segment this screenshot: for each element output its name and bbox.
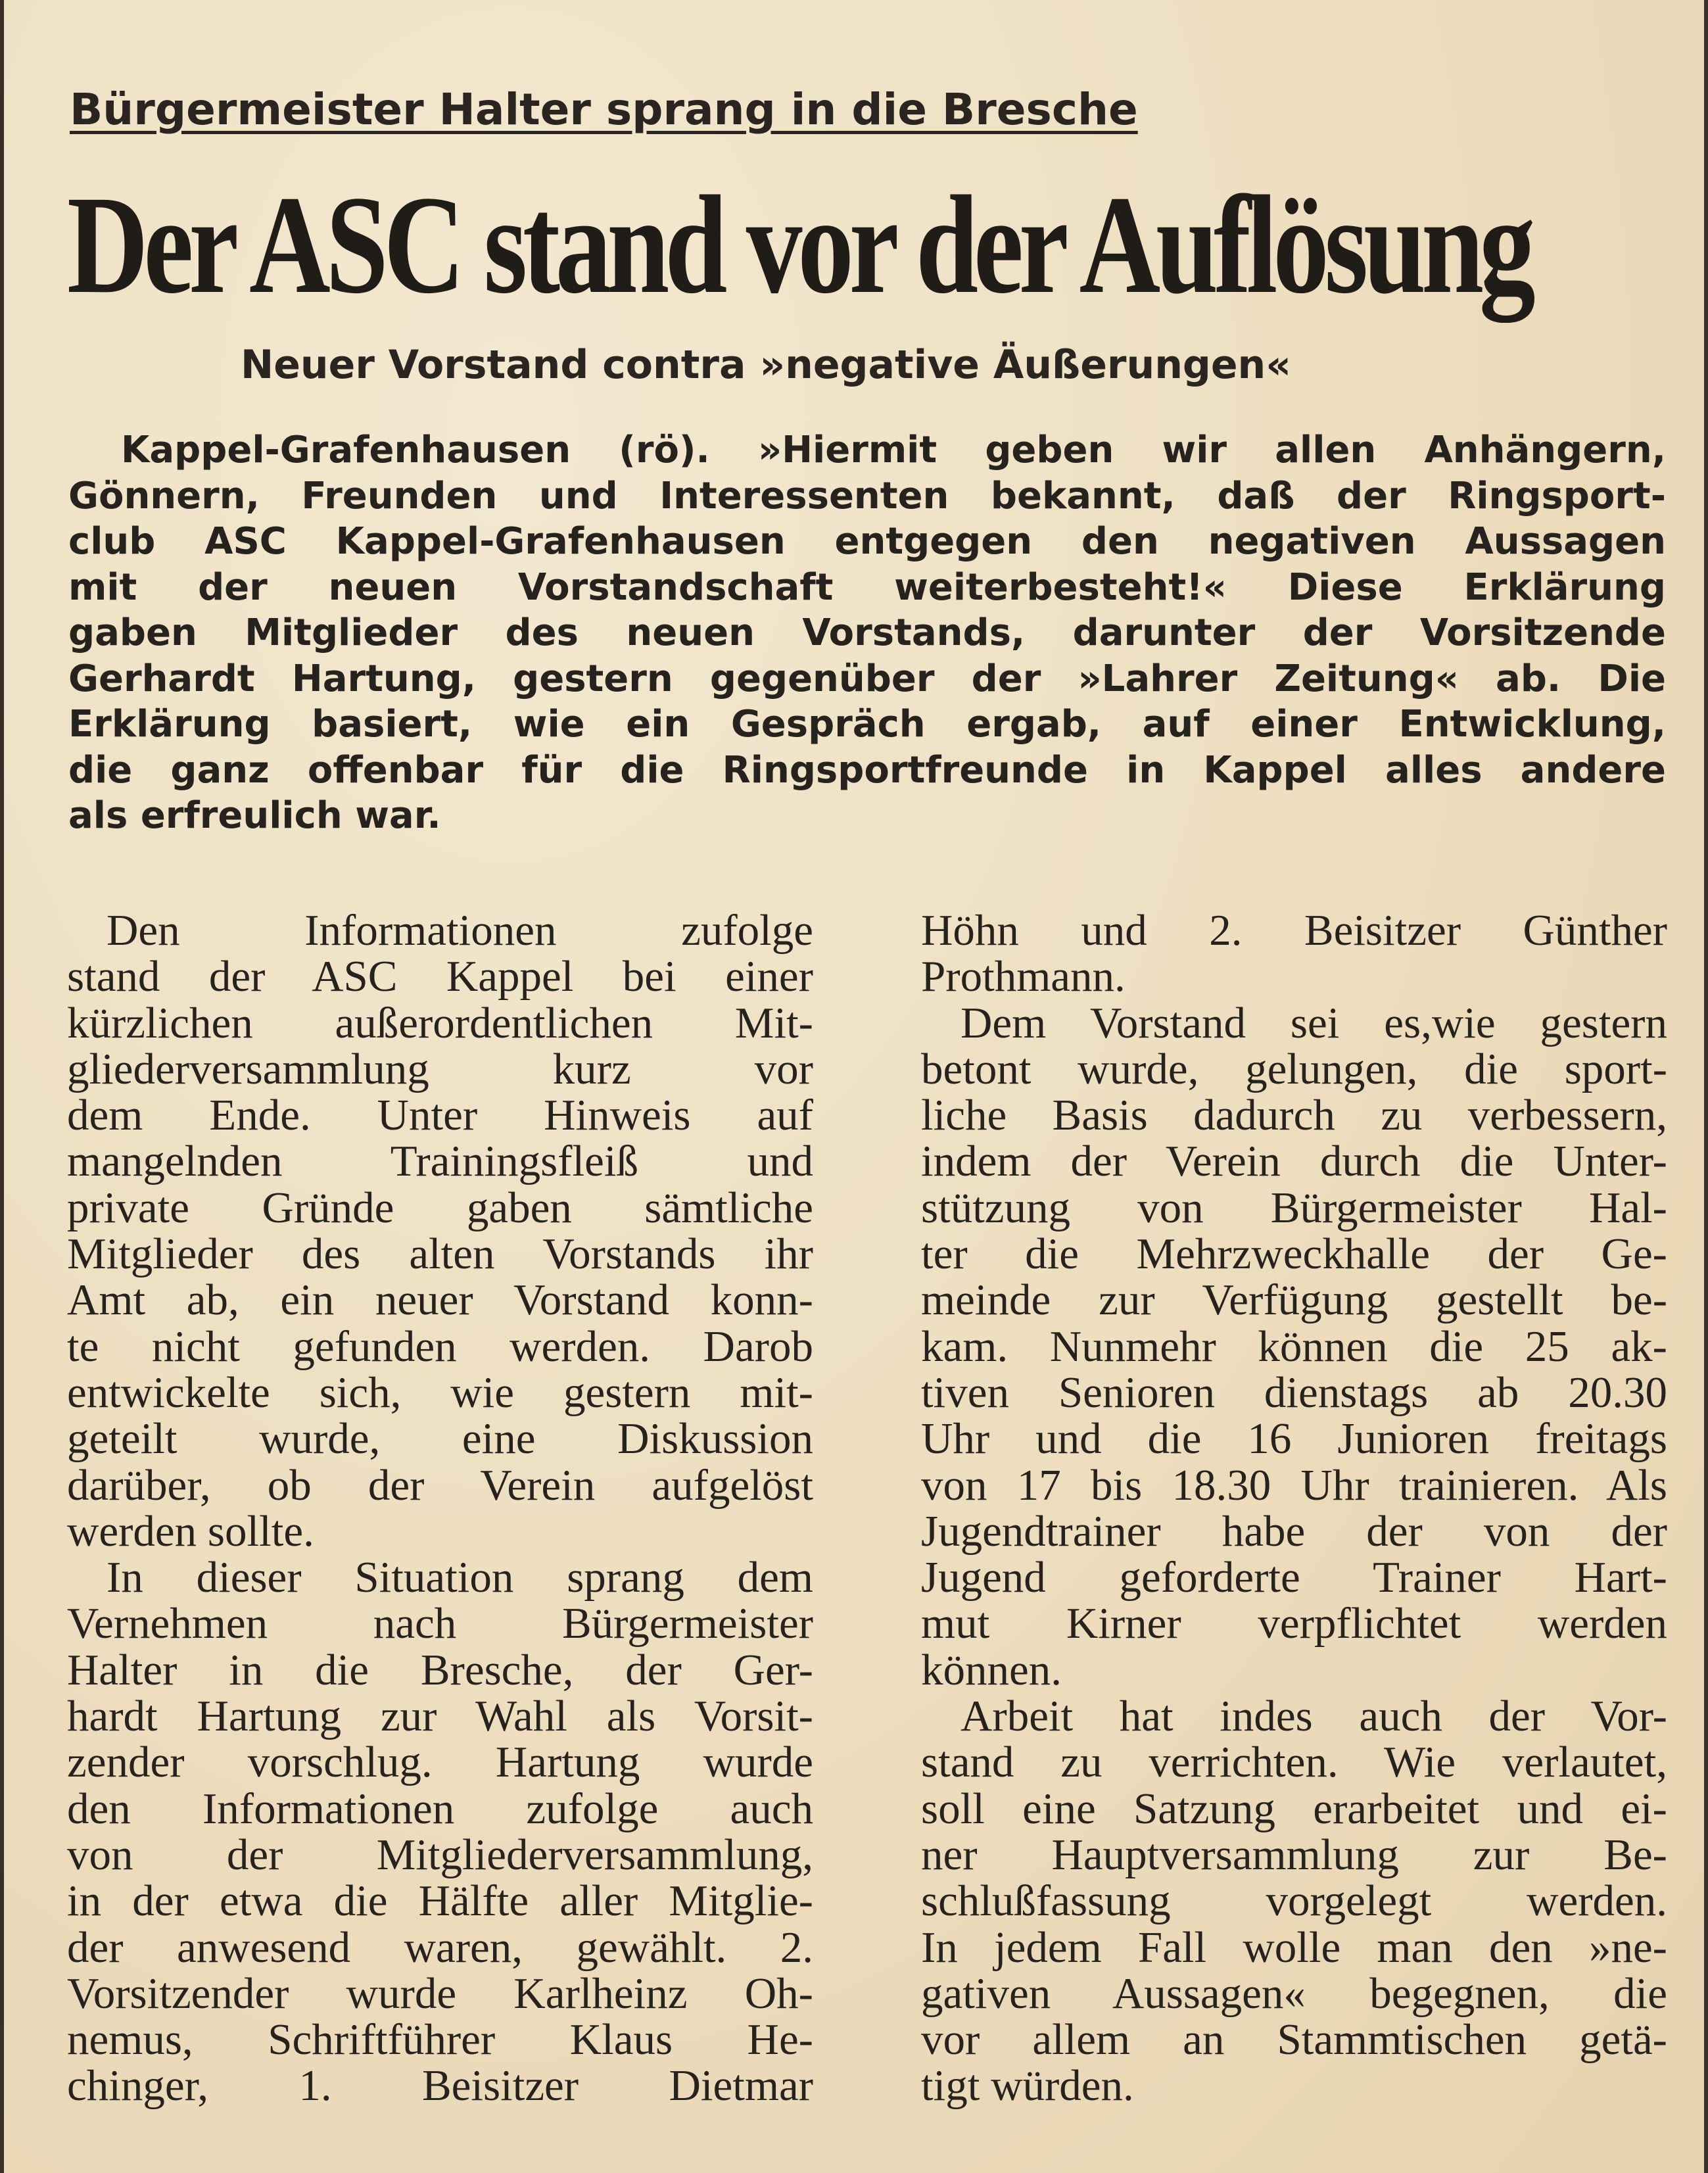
column-line: Mitglieder des alten Vorstands ihr — [67, 1230, 813, 1279]
column-line: tiven Senioren dienstags ab 20.30 — [921, 1368, 1667, 1417]
column-line: Prothmann. — [921, 952, 1126, 1001]
column-line: gliederversammlung kurz vor — [67, 1044, 813, 1093]
column-line: ter die Mehrzweckhalle der Ge- — [921, 1230, 1667, 1279]
article-column-right — [921, 907, 1667, 2109]
column-line: gativen Aussagen« begegnen, die — [921, 1969, 1667, 2018]
article-headline: Der ASC stand vor der Auflösung — [67, 167, 1531, 323]
article-subheadline: Neuer Vorstand contra »negative Äußerungen« — [241, 342, 1292, 388]
column-line: von der Mitgliederversammlung, — [67, 1830, 813, 1879]
column-line: in der etwa die Hälfte aller Mitglie- — [67, 1876, 813, 1926]
column-line: private Gründe gaben sämtliche — [67, 1183, 813, 1232]
column-line: In jedem Fall wolle man den »ne- — [921, 1922, 1667, 1972]
column-line: stand zu verrichten. Wie verlautet, — [921, 1738, 1667, 1787]
column-line: stützung von Bürgermeister Hal- — [921, 1183, 1667, 1232]
column-line: zender vorschlug. Hartung wurde — [67, 1738, 813, 1787]
article-column-left — [67, 907, 813, 2109]
column-line: meinde zur Verfügung gestellt be- — [921, 1276, 1667, 1325]
column-line: den Informationen zufolge auch — [67, 1784, 813, 1833]
column-line: nemus, Schriftführer Klaus He- — [67, 2015, 813, 2065]
column-line: Amt ab, ein neuer Vorstand konn- — [67, 1276, 813, 1325]
column-line: von 17 bis 18.30 Uhr trainieren. Als — [921, 1460, 1667, 1510]
column-line: indem der Verein durch die Unter- — [921, 1137, 1667, 1186]
column-line: der anwesend waren, gewählt. 2. — [67, 1922, 813, 1972]
column-line: mut Kirner verpflichtet werden — [921, 1599, 1667, 1648]
column-line: Vorsitzender wurde Karlheinz Oh- — [67, 1969, 813, 2018]
column-line: dem Ende. Unter Hinweis auf — [67, 1091, 813, 1140]
column-line: stand der ASC Kappel bei einer — [67, 952, 813, 1001]
column-line: Vernehmen nach Bürgermeister — [67, 1599, 813, 1648]
lead-line: Gönnern, Freunden und Interessenten bekannt, daß der Ringsport- — [68, 474, 1666, 517]
column-line: Jugend geforderte Trainer Hart- — [921, 1553, 1667, 1602]
column-line: können. — [921, 1645, 1062, 1694]
column-line: geteilt wurde, eine Diskussion — [67, 1414, 813, 1464]
column-line: Halter in die Bresche, der Ger- — [67, 1645, 813, 1694]
column-line: Uhr und die 16 Junioren freitags — [921, 1414, 1667, 1464]
lead-line: club ASC Kappel-Grafenhausen entgegen den negativen Aussagen — [68, 520, 1666, 563]
column-line: vor allem an Stammtischen getä- — [921, 2015, 1667, 2065]
article-lead-paragraph — [68, 427, 1666, 839]
column-line: kürzlichen außerordentlichen Mit- — [67, 998, 813, 1047]
column-line: Den Informationen zufolge — [107, 906, 813, 955]
column-line: ner Hauptversammlung zur Be- — [921, 1830, 1667, 1879]
column-line: hardt Hartung zur Wahl als Vorsit- — [67, 1692, 813, 1741]
column-line: Arbeit hat indes auch der Vor- — [961, 1692, 1667, 1741]
lead-line: gaben Mitglieder des neuen Vorstands, darunter der Vorsitzende — [68, 611, 1666, 654]
lead-line: Gerhardt Hartung, gestern gegenüber der »Lahrer Zeitung« ab. Die — [68, 657, 1666, 700]
lead-line: Erklärung basiert, wie ein Gespräch ergab, auf einer Entwicklung, — [68, 703, 1666, 746]
column-line: Jugendtrainer habe der von der — [921, 1506, 1667, 1556]
column-line: te nicht gefunden werden. Darob — [67, 1322, 813, 1371]
column-line: soll eine Satzung erarbeitet und ei- — [921, 1784, 1667, 1833]
column-line: darüber, ob der Verein aufgelöst — [67, 1460, 813, 1510]
column-line: werden sollte. — [67, 1506, 314, 1556]
lead-line: Kappel-Grafenhausen (rö). »Hiermit geben wir allen Anhängern, — [121, 429, 1666, 471]
column-line: Dem Vorstand sei es,wie gestern — [961, 998, 1667, 1047]
column-line: schlußfassung vorgelegt werden. — [921, 1876, 1667, 1926]
column-line: chinger, 1. Beisitzer Dietmar — [67, 2061, 813, 2111]
column-line: Höhn und 2. Beisitzer Günther — [921, 906, 1667, 955]
column-line: tigt würden. — [921, 2061, 1134, 2111]
column-line: mangelnden Trainingsfleiß und — [67, 1137, 813, 1186]
lead-line: mit der neuen Vorstandschaft weiterbesteht!« Diese Erklärung — [68, 565, 1666, 609]
column-line: In dieser Situation sprang dem — [107, 1553, 813, 1602]
column-line: liche Basis dadurch zu verbessern, — [921, 1091, 1667, 1140]
column-line: betont wurde, gelungen, die sport- — [921, 1044, 1667, 1093]
column-line: entwickelte sich, wie gestern mit- — [67, 1368, 813, 1417]
column-line: kam. Nunmehr können die 25 ak- — [921, 1322, 1667, 1371]
lead-line: als erfreulich war. — [68, 794, 441, 837]
lead-line: die ganz offenbar für die Ringsportfreunde in Kappel alles andere — [68, 748, 1666, 792]
article-kicker: Bürgermeister Halter sprang in die Bresche — [70, 84, 1138, 135]
